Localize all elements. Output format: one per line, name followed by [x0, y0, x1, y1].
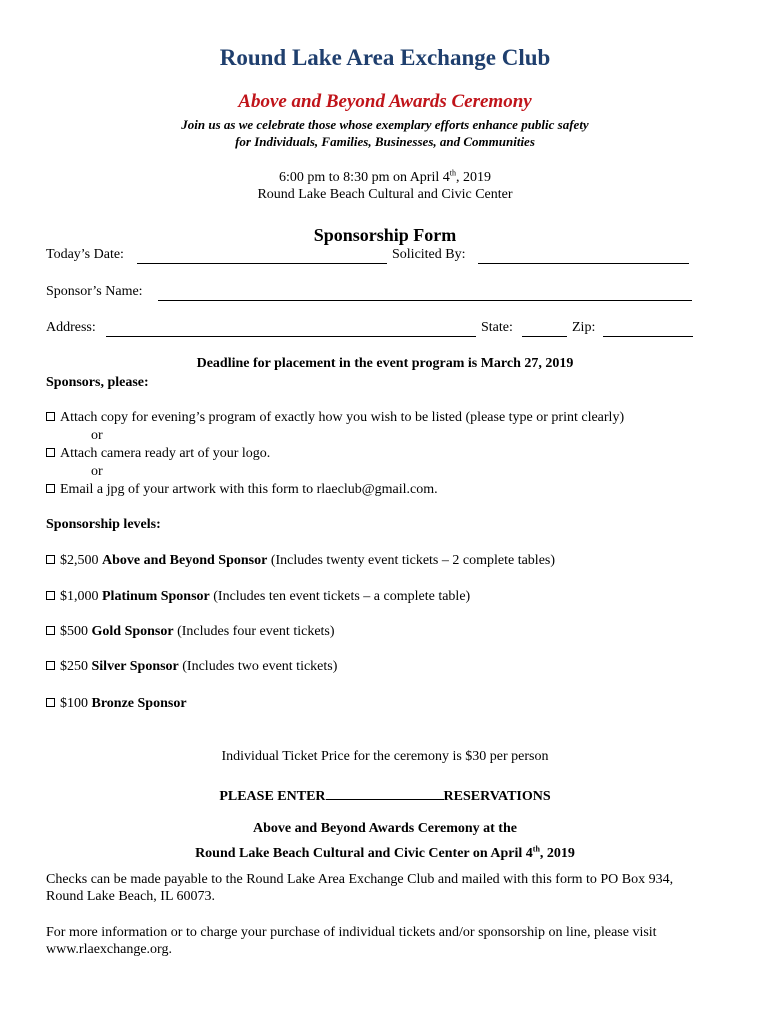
checkbox-level-250[interactable]: [46, 661, 55, 670]
solicited-by-field[interactable]: [478, 251, 689, 264]
closing-line-2-text: Round Lake Beach Cultural and Civic Center on April 4: [195, 846, 533, 861]
reservations-text: RESERVATIONS: [443, 789, 551, 804]
level-amount: $100: [60, 696, 88, 711]
checkbox-email[interactable]: [46, 484, 55, 493]
address-label: Address:: [46, 320, 96, 335]
level-item: [46, 696, 187, 712]
zip-label: Zip:: [572, 320, 596, 335]
option-attach-copy-text: Attach copy for evening’s program of exactly how you wish to be listed (please type or print clearly): [60, 410, 625, 425]
event-time-year: , 2019: [455, 170, 491, 185]
event-subtitle: Above and Beyond Awards Ceremony: [238, 91, 532, 112]
zip-field[interactable]: [603, 324, 693, 337]
level-amount: $250: [60, 659, 88, 674]
option-attach-art-text: Attach camera ready art of your logo.: [60, 446, 271, 461]
tagline-line-2: for Individuals, Families, Businesses, and Communities: [235, 134, 535, 149]
level-item: [46, 659, 337, 675]
option-email: [46, 482, 438, 498]
solicited-by-label: Solicited By:: [392, 247, 466, 262]
event-time-text: 6:00 pm to 8:30 pm on April 4: [279, 170, 450, 185]
deadline-notice: Deadline for placement in the event program is March 27, 2019: [196, 356, 574, 371]
please-enter-text: PLEASE ENTER: [219, 789, 326, 804]
closing-line-2-sup: th: [532, 844, 540, 854]
todays-date-field[interactable]: [137, 251, 387, 264]
event-venue: Round Lake Beach Cultural and Civic Center: [257, 187, 513, 202]
level-name: Gold Sponsor: [91, 624, 174, 639]
level-name: Above and Beyond Sponsor: [102, 553, 268, 568]
closing-line-2: [0, 846, 770, 862]
info-line-1: For more information or to charge your purchase of individual tickets and/or sponsorship on line, please visit: [46, 925, 657, 940]
level-amount: $2,500: [60, 553, 99, 568]
or-separator-1: or: [91, 428, 103, 443]
form-title: Sponsorship Form: [313, 225, 457, 245]
option-email-text: Email a jpg of your artwork with this form to rlaeclub@gmail.com.: [60, 482, 438, 497]
reservations-line: [0, 785, 770, 805]
closing-line-1: Above and Beyond Awards Ceremony at the: [253, 821, 517, 836]
closing-line-2-year: , 2019: [539, 846, 575, 861]
page-title: Round Lake Area Exchange Club: [219, 45, 551, 70]
level-amount: $1,000: [60, 589, 99, 604]
level-item: [46, 589, 470, 605]
checkbox-level-100[interactable]: [46, 698, 55, 707]
level-item: [46, 553, 555, 569]
state-label: State:: [481, 320, 513, 335]
event-time-sup: th: [449, 168, 456, 178]
ticket-price: Individual Ticket Price for the ceremony is $30 per person: [221, 749, 549, 764]
level-name: Bronze Sponsor: [91, 696, 187, 711]
option-attach-art: [46, 446, 270, 462]
level-desc: (Includes four event tickets): [177, 624, 335, 639]
sponsors-heading: Sponsors, please:: [46, 375, 149, 390]
checkbox-level-1000[interactable]: [46, 591, 55, 600]
checkbox-level-2500[interactable]: [46, 555, 55, 564]
level-desc: (Includes two event tickets): [182, 659, 338, 674]
levels-heading: Sponsorship levels:: [46, 517, 161, 532]
website-link[interactable]: www.rlaexchange.org.: [46, 942, 172, 957]
level-item: [46, 624, 335, 640]
tagline-line-1: Join us as we celebrate those whose exemplary efforts enhance public safety: [181, 117, 589, 132]
sponsor-name-field[interactable]: [158, 288, 692, 301]
checkbox-attach-art[interactable]: [46, 448, 55, 457]
todays-date-label: Today’s Date:: [46, 247, 124, 262]
or-separator-2: or: [91, 464, 103, 479]
level-name: Platinum Sponsor: [102, 589, 210, 604]
address-field[interactable]: [106, 324, 476, 337]
option-attach-copy: [46, 410, 624, 426]
checks-line-1: Checks can be made payable to the Round Lake Area Exchange Club and mailed with this form to PO Box 934,: [46, 872, 674, 887]
event-time: [0, 170, 770, 186]
level-desc: (Includes ten event tickets – a complete table): [213, 589, 471, 604]
checkbox-level-500[interactable]: [46, 626, 55, 635]
checks-line-2: Round Lake Beach, IL 60073.: [46, 889, 215, 904]
checkbox-attach-copy[interactable]: [46, 412, 55, 421]
level-desc: (Includes twenty event tickets – 2 complete tables): [270, 553, 556, 568]
sponsor-name-label: Sponsor’s Name:: [46, 284, 143, 299]
level-name: Silver Sponsor: [91, 659, 179, 674]
reservations-count-field[interactable]: [326, 785, 444, 800]
state-field[interactable]: [522, 324, 567, 337]
level-amount: $500: [60, 624, 88, 639]
